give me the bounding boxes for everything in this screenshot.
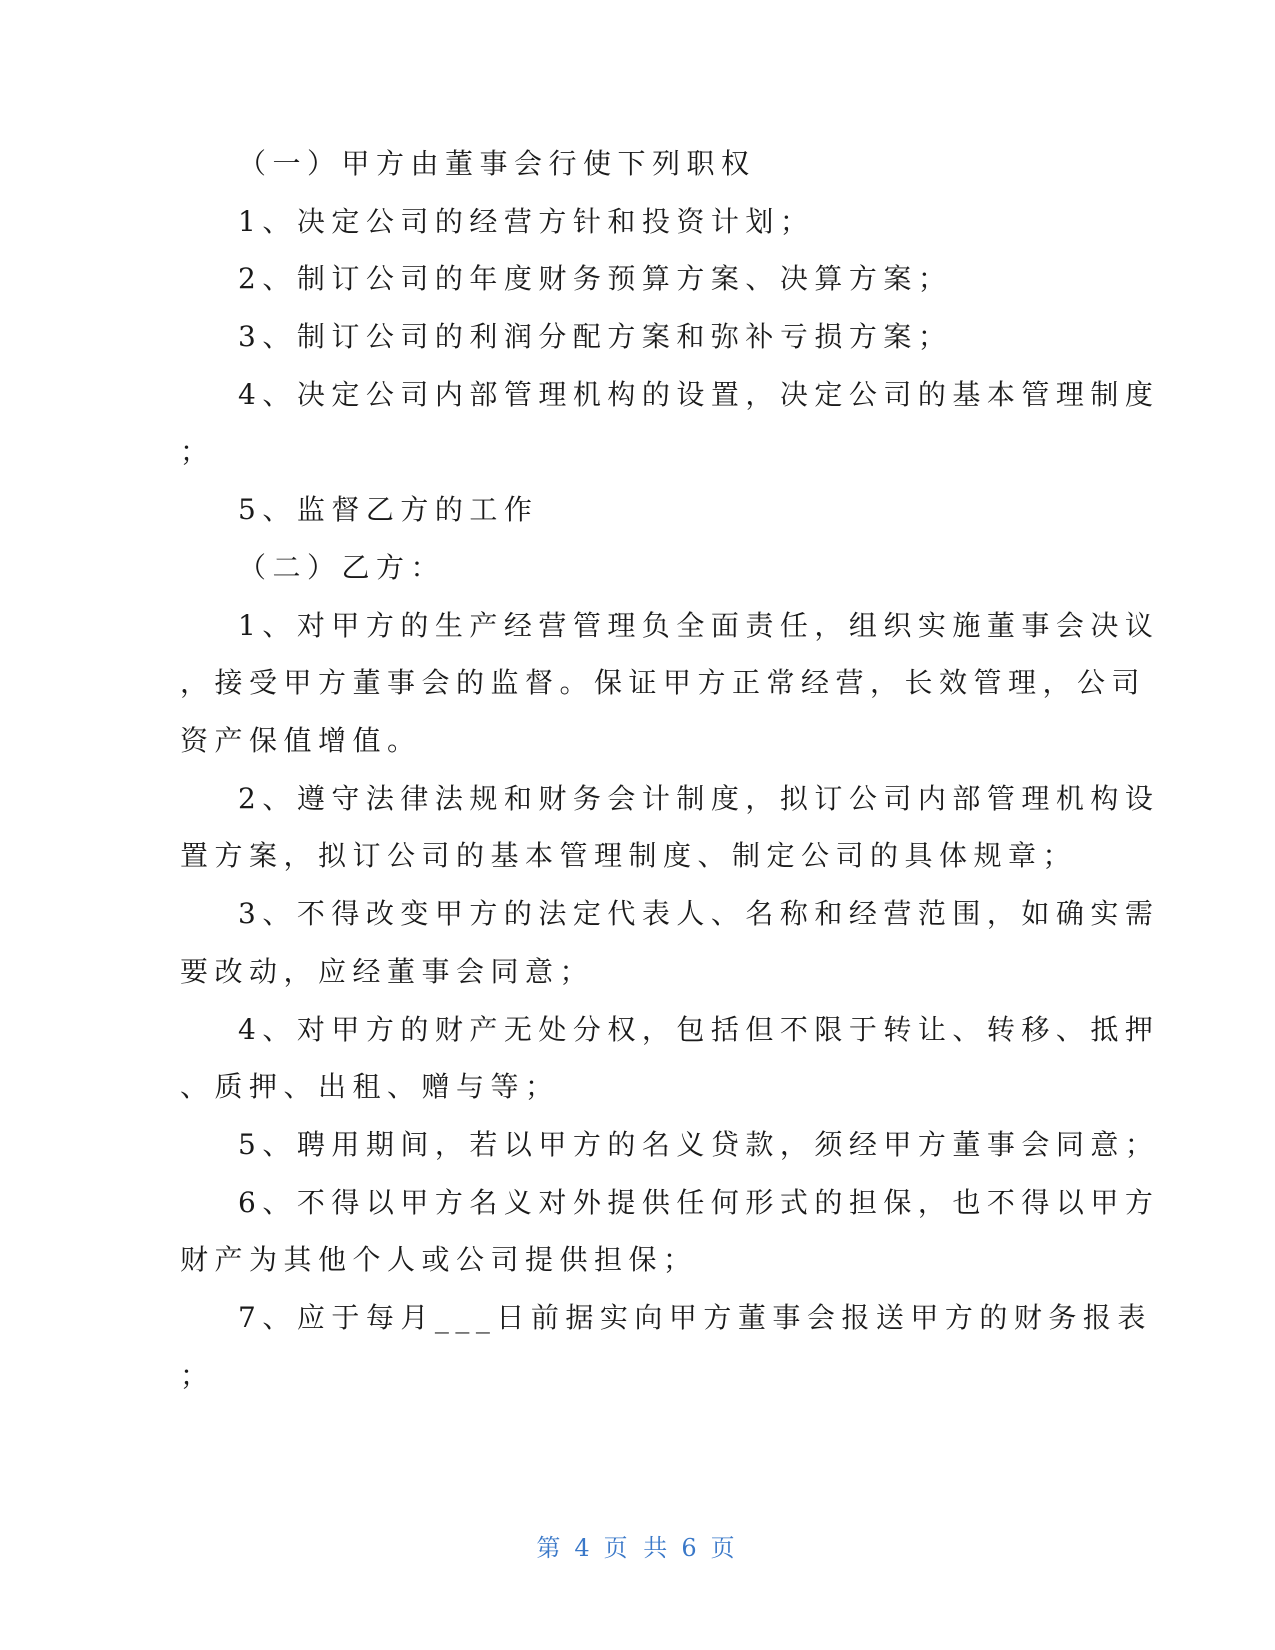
current-page-number: 4 bbox=[574, 1534, 594, 1562]
paragraph-line: ； bbox=[180, 1359, 215, 1392]
paragraph-line: 6、不得以甲方名义对外提供任何形式的担保，也不得以甲方 bbox=[238, 1186, 1160, 1219]
footer-suffix: 页 bbox=[710, 1534, 739, 1562]
paragraph-line: 4、对甲方的财产无处分权，包括但不限于转让、转移、抵押 bbox=[238, 1013, 1160, 1046]
paragraph-line: 2、制订公司的年度财务预算方案、决算方案； bbox=[238, 262, 953, 295]
paragraph-line: 5、聘用期间，若以甲方的名义贷款，须经甲方董事会同意； bbox=[238, 1128, 1160, 1161]
paragraph-line: 资产保值增值。 bbox=[180, 724, 422, 757]
page-footer bbox=[0, 1536, 1275, 1560]
section-heading-party-a: （一）甲方由董事会行使下列职权 bbox=[238, 147, 756, 180]
paragraph-line: 财产为其他个人或公司提供担保； bbox=[180, 1243, 698, 1276]
paragraph-line: 2、遵守法律法规和财务会计制度，拟订公司内部管理机构设 bbox=[238, 782, 1160, 815]
paragraph-line: 4、决定公司内部管理机构的设置，决定公司的基本管理制度 bbox=[238, 378, 1160, 411]
paragraph-line: 3、不得改变甲方的法定代表人、名称和经营范围，如确实需 bbox=[238, 897, 1160, 930]
paragraph-line: 要改动，应经董事会同意； bbox=[180, 955, 595, 988]
paragraph-line: 3、制订公司的利润分配方案和弥补亏损方案； bbox=[238, 320, 953, 353]
paragraph-line: ； bbox=[180, 435, 215, 468]
paragraph-line: 7、应于每月___日前据实向甲方董事会报送甲方的财务报表 bbox=[238, 1301, 1152, 1334]
paragraph-line: 5、监督乙方的工作 bbox=[238, 493, 539, 526]
paragraph-line: ，接受甲方董事会的监督。保证甲方正常经营，长效管理，公司 bbox=[180, 666, 1147, 699]
footer-prefix: 第 bbox=[536, 1534, 565, 1562]
section-heading-party-b: （二）乙方： bbox=[238, 551, 446, 584]
footer-middle: 页 共 bbox=[603, 1534, 672, 1562]
paragraph-line: 、质押、出租、赠与等； bbox=[180, 1070, 560, 1103]
paragraph-line: 置方案，拟订公司的基本管理制度、制定公司的具体规章； bbox=[180, 839, 1078, 872]
paragraph-line: 1、对甲方的生产经营管理负全面责任，组织实施董事会决议 bbox=[238, 609, 1160, 642]
total-page-number: 6 bbox=[681, 1534, 701, 1562]
paragraph-line: 1、决定公司的经营方针和投资计划； bbox=[238, 205, 815, 238]
